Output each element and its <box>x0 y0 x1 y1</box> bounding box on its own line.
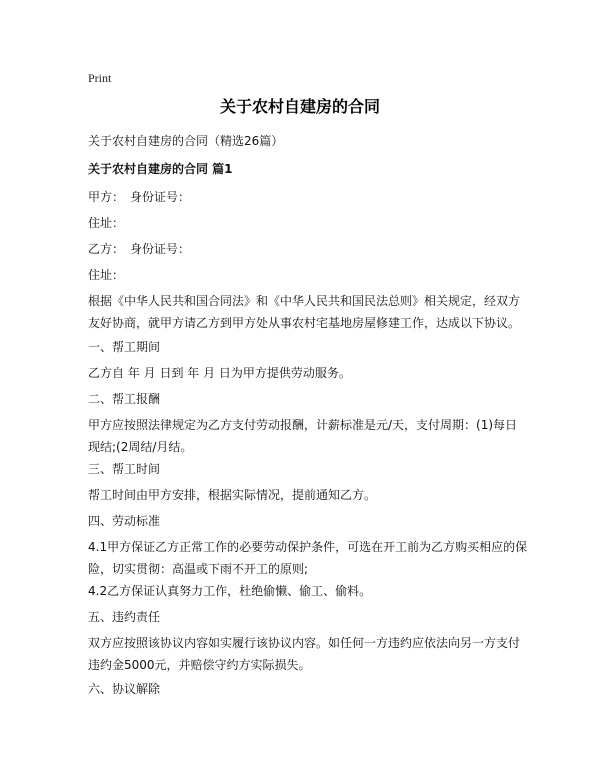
clause-2-heading: 二、帮工报酬 <box>88 392 161 406</box>
print-link[interactable]: Print <box>88 71 112 85</box>
clause-3-text: 帮工时间由甲方安排，根据实际情况，提前通知乙方。 <box>88 488 377 502</box>
clause-2-text: 甲方应按照法律规定为乙方支付劳动报酬，计薪标准是元/天，支付周期：(1)每日现结;(2周结/月结。 <box>88 418 518 454</box>
party-a-line: 甲方： 身份证号： <box>88 190 191 204</box>
party-b-address: 住址： <box>88 268 125 282</box>
clause-4-heading: 四、劳动标准 <box>88 514 161 528</box>
clause-5-heading: 五、违约责任 <box>88 610 161 624</box>
party-a-address: 住址： <box>88 216 125 230</box>
section-heading: 关于农村自建房的合同 篇1 <box>88 162 233 176</box>
clause-4-2-text: 4.2乙方保证认真努力工作，杜绝偷懒、偷工、偷料。 <box>88 584 372 598</box>
clause-4-1-text: 4.1甲方保证乙方正常工作的必要劳动保护条件，可选在开工前为乙方购买相应的保险，切实贯彻：高温或下雨不开工的原则; <box>88 540 528 576</box>
party-b-line: 乙方： 身份证号： <box>88 242 191 256</box>
clause-5-text: 双方应按照该协议内容如实履行该协议内容。如任何一方违约应依法向另一方支付违约金5000元，并赔偿守约方实际损失。 <box>88 636 521 672</box>
document-title: 关于农村自建房的合同 <box>219 97 380 116</box>
clause-1-heading: 一、帮工期间 <box>88 340 161 354</box>
document-subtitle: 关于农村自建房的合同（精选26篇） <box>88 134 284 148</box>
intro-paragraph: 根据《中华人民共和国合同法》和《中华人民共和国民法总则》相关规定，经双方友好协商，就甲方请乙方到甲方处从事农村宅基地房屋修建工作，达成以下协议。 <box>88 294 521 330</box>
clause-6-heading: 六、协议解除 <box>88 682 161 696</box>
clause-1-text: 乙方自 年 月 日到 年 月 日为甲方提供劳动服务。 <box>88 366 351 380</box>
clause-3-heading: 三、帮工时间 <box>88 462 161 476</box>
